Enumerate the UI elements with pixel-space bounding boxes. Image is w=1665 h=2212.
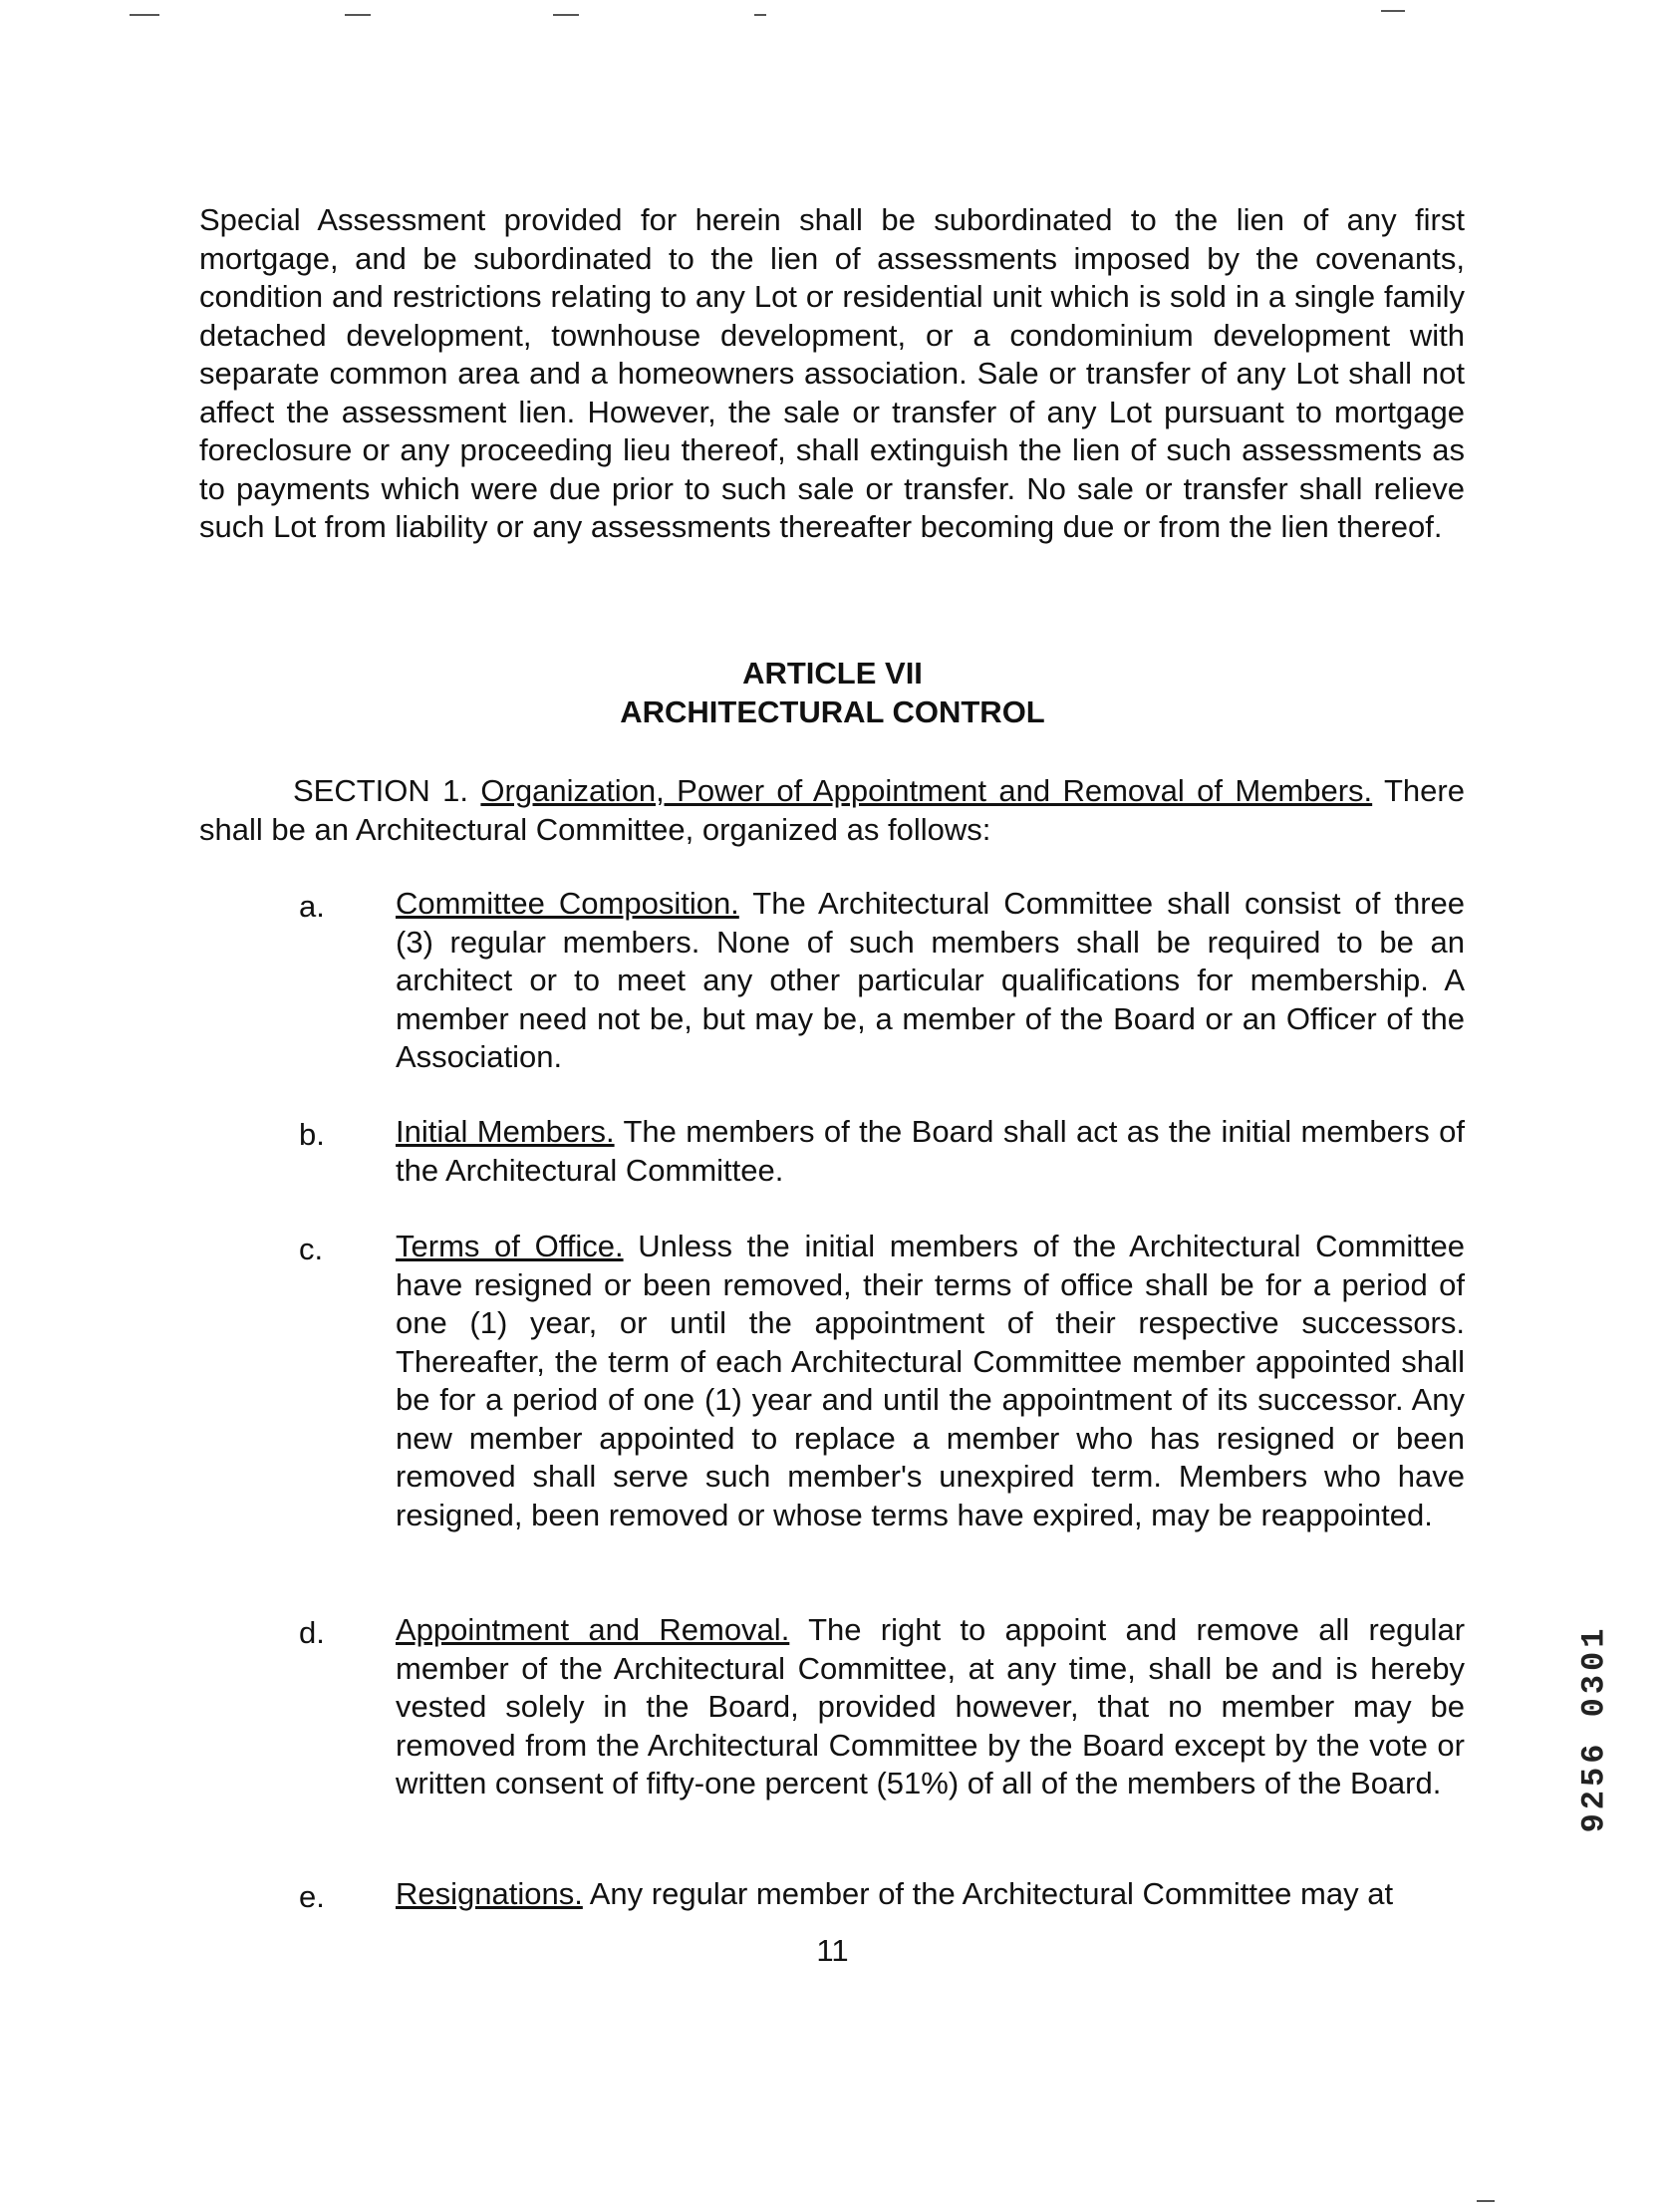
scan-artifact — [553, 14, 579, 16]
list-item-text: Unless the initial members of the Architectural Committee have resigned or been removed, their terms of office shall be for a period of one (1) year, or until the appointment of their respective successors. Thereafter, the term of each Architectural Committee member appointed shall be for a period of one (1) year and until the appointment of its successor. Any new member appointed to replace a member who has resigned or been removed shall serve such member's unexpired term. Members who have resigned, been removed or whose terms have expired, may be reappointed. — [396, 1229, 1465, 1532]
article-title: ARCHITECTURAL CONTROL — [620, 694, 1045, 729]
list-item-body — [396, 1113, 1465, 1190]
list-item-text: The Architectural Committee shall consist of three (3) regular members. None of such members shall be required to be an architect or to meet any other particular qualifications for membership. A member need not be, but may be, a member of the Board or an Officer of the Association. — [396, 886, 1465, 1074]
continuation-paragraph: Special Assessment provided for herein shall be subordinated to the lien of any first mortgage, and be subordinated to the lien of assessments imposed by the covenants, condition and restrictions relating to any Lot or residential unit which is sold in a single family detached development, townhouse development, or a condominium development with separate common area and a homeowners association. Sale or transfer of any Lot shall not affect the assessment lien. However, the sale or transfer of any Lot pursuant to mortgage foreclosure or any proceeding lieu thereof, shall extinguish the lien of such assessments as to payments which were due prior to such sale or transfer. No sale or transfer shall relieve such Lot from liability or any assessments thereafter becoming due or from the lien thereof. — [199, 202, 1465, 544]
list-item-heading: Terms of Office. — [396, 1229, 624, 1263]
list-item-text: The members of the Board shall act as the initial members of the Architectural Committee. — [396, 1114, 1465, 1188]
scan-artifact — [130, 14, 159, 16]
page-number: 11 — [816, 1933, 849, 1968]
section-1-paragraph — [199, 772, 1465, 849]
list-item-body — [396, 1611, 1465, 1803]
list-item-letter: a. — [299, 889, 325, 924]
list-item-heading: Committee Composition. — [396, 886, 739, 921]
list-item-heading: Appointment and Removal. — [396, 1612, 790, 1647]
list-item-text: Any regular member of the Architectural Committee may at — [589, 1876, 1394, 1911]
section-label: SECTION 1. — [293, 773, 469, 808]
list-item-body — [396, 1875, 1465, 1914]
list-item-letter: c. — [299, 1232, 324, 1266]
list-item-heading: Initial Members. — [396, 1114, 615, 1149]
scan-artifact — [754, 14, 766, 16]
scan-artifact — [1477, 2200, 1495, 2202]
section-heading: Organization, Power of Appointment and Removal of Members. — [480, 773, 1373, 808]
list-item-body — [396, 1228, 1465, 1534]
list-item-letter: e. — [299, 1879, 325, 1914]
list-item-body — [396, 885, 1465, 1077]
article-number: ARTICLE VII — [742, 656, 923, 691]
list-item-letter: d. — [299, 1615, 325, 1650]
recording-stamp-text: 9256 0301 — [1575, 1624, 1613, 1833]
recording-stamp — [1574, 1564, 1614, 1893]
list-item-letter: b. — [299, 1117, 325, 1152]
scan-artifact — [1381, 10, 1405, 12]
scan-artifact — [345, 14, 371, 16]
list-item-text: The right to appoint and remove all regular member of the Architectural Committee, at any time, shall be and is hereby vested solely in the Board, provided however, that no member may be removed from the Architectural Committee by the Board except by the vote or written consent of fifty-one percent (51%) of all of the members of the Board. — [396, 1612, 1466, 1800]
section-text: There shall be an Architectural Committee, organized as follows: — [199, 773, 1465, 847]
list-item-heading: Resignations. — [396, 1876, 583, 1911]
